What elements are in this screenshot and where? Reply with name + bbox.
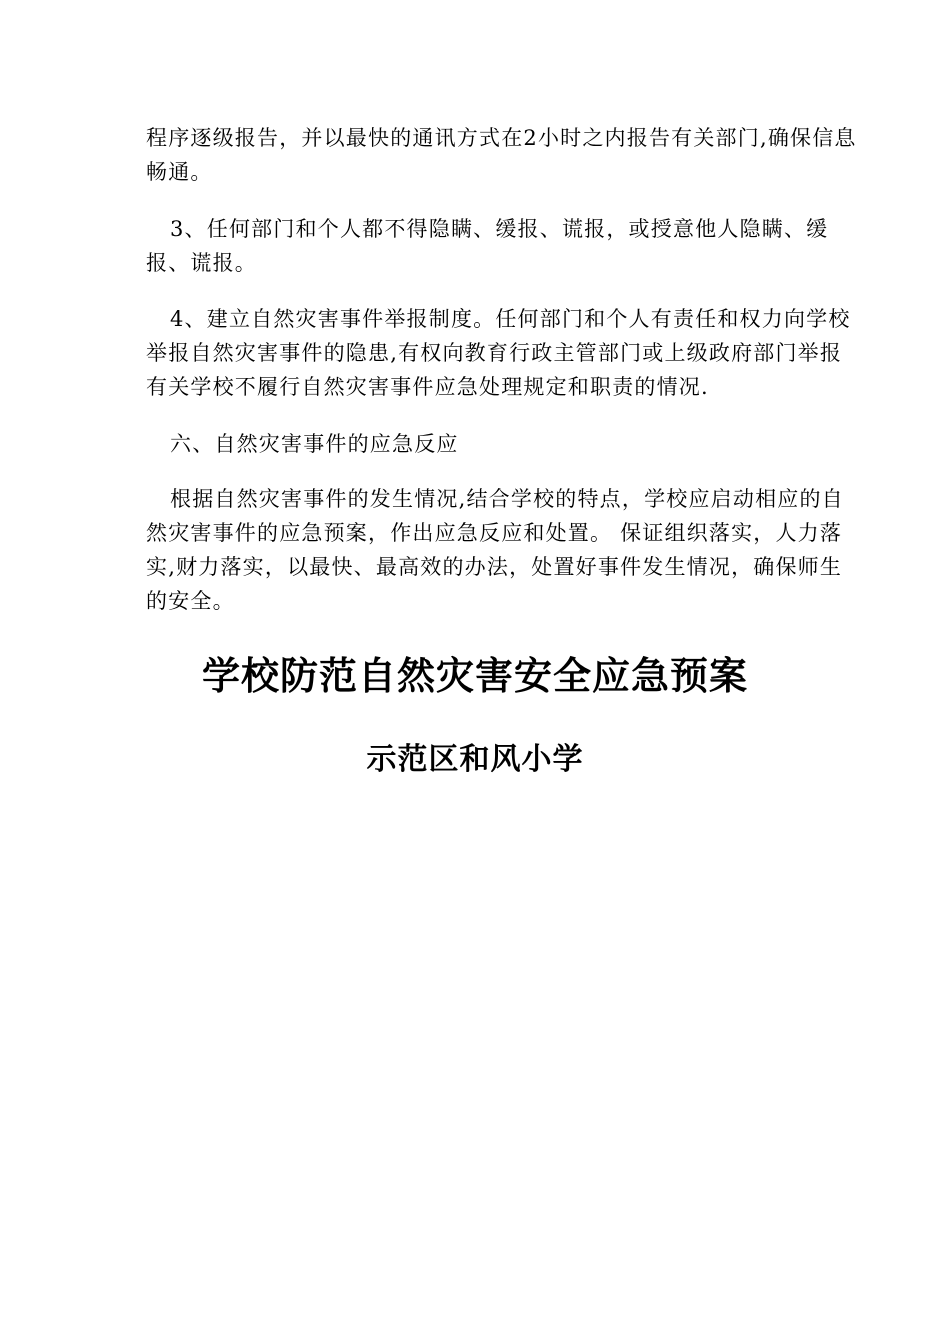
paragraph-text: 3、任何部门和个人都不得隐瞒、缓报、谎报，或授意他人隐瞒、缓报、谎报。 [146,217,829,275]
section-heading-text: 六、自然灾害事件的应急反应 [170,432,459,456]
paragraph-response-plan [146,482,861,618]
paragraph-text: 4、建立自然灾害事件举报制度。任何部门和个人有责任和权力向学校举报自然灾害事件的隐患,有权向教育行政主管部门或上级政府部门举报有关学校不履行自然灾害事件应急处理规定和职责的情况. [146,307,851,399]
document-subtitle: 示范区和风小学 [366,742,584,777]
paragraph-report-procedure [146,121,861,189]
paragraph-no-concealment [146,212,861,280]
paragraph-text: 根据自然灾害事件的发生情况,结合学校的特点，学校应启动相应的自然灾害事件的应急预案，作出应急反应和处置。 保证组织落实，人力落实,财力落实，以最快、最高效的办法，处置好事件发生情况，确保师生的安全。 [146,487,844,613]
section-heading-emergency-response [146,427,861,461]
paragraph-reporting-system [146,302,861,404]
document-title: 学校防范自然灾害安全应急预案 [201,654,748,698]
paragraph-text: 程序逐级报告，并以最快的通讯方式在2小时之内报告有关部门,确保信息畅通。 [146,126,857,184]
